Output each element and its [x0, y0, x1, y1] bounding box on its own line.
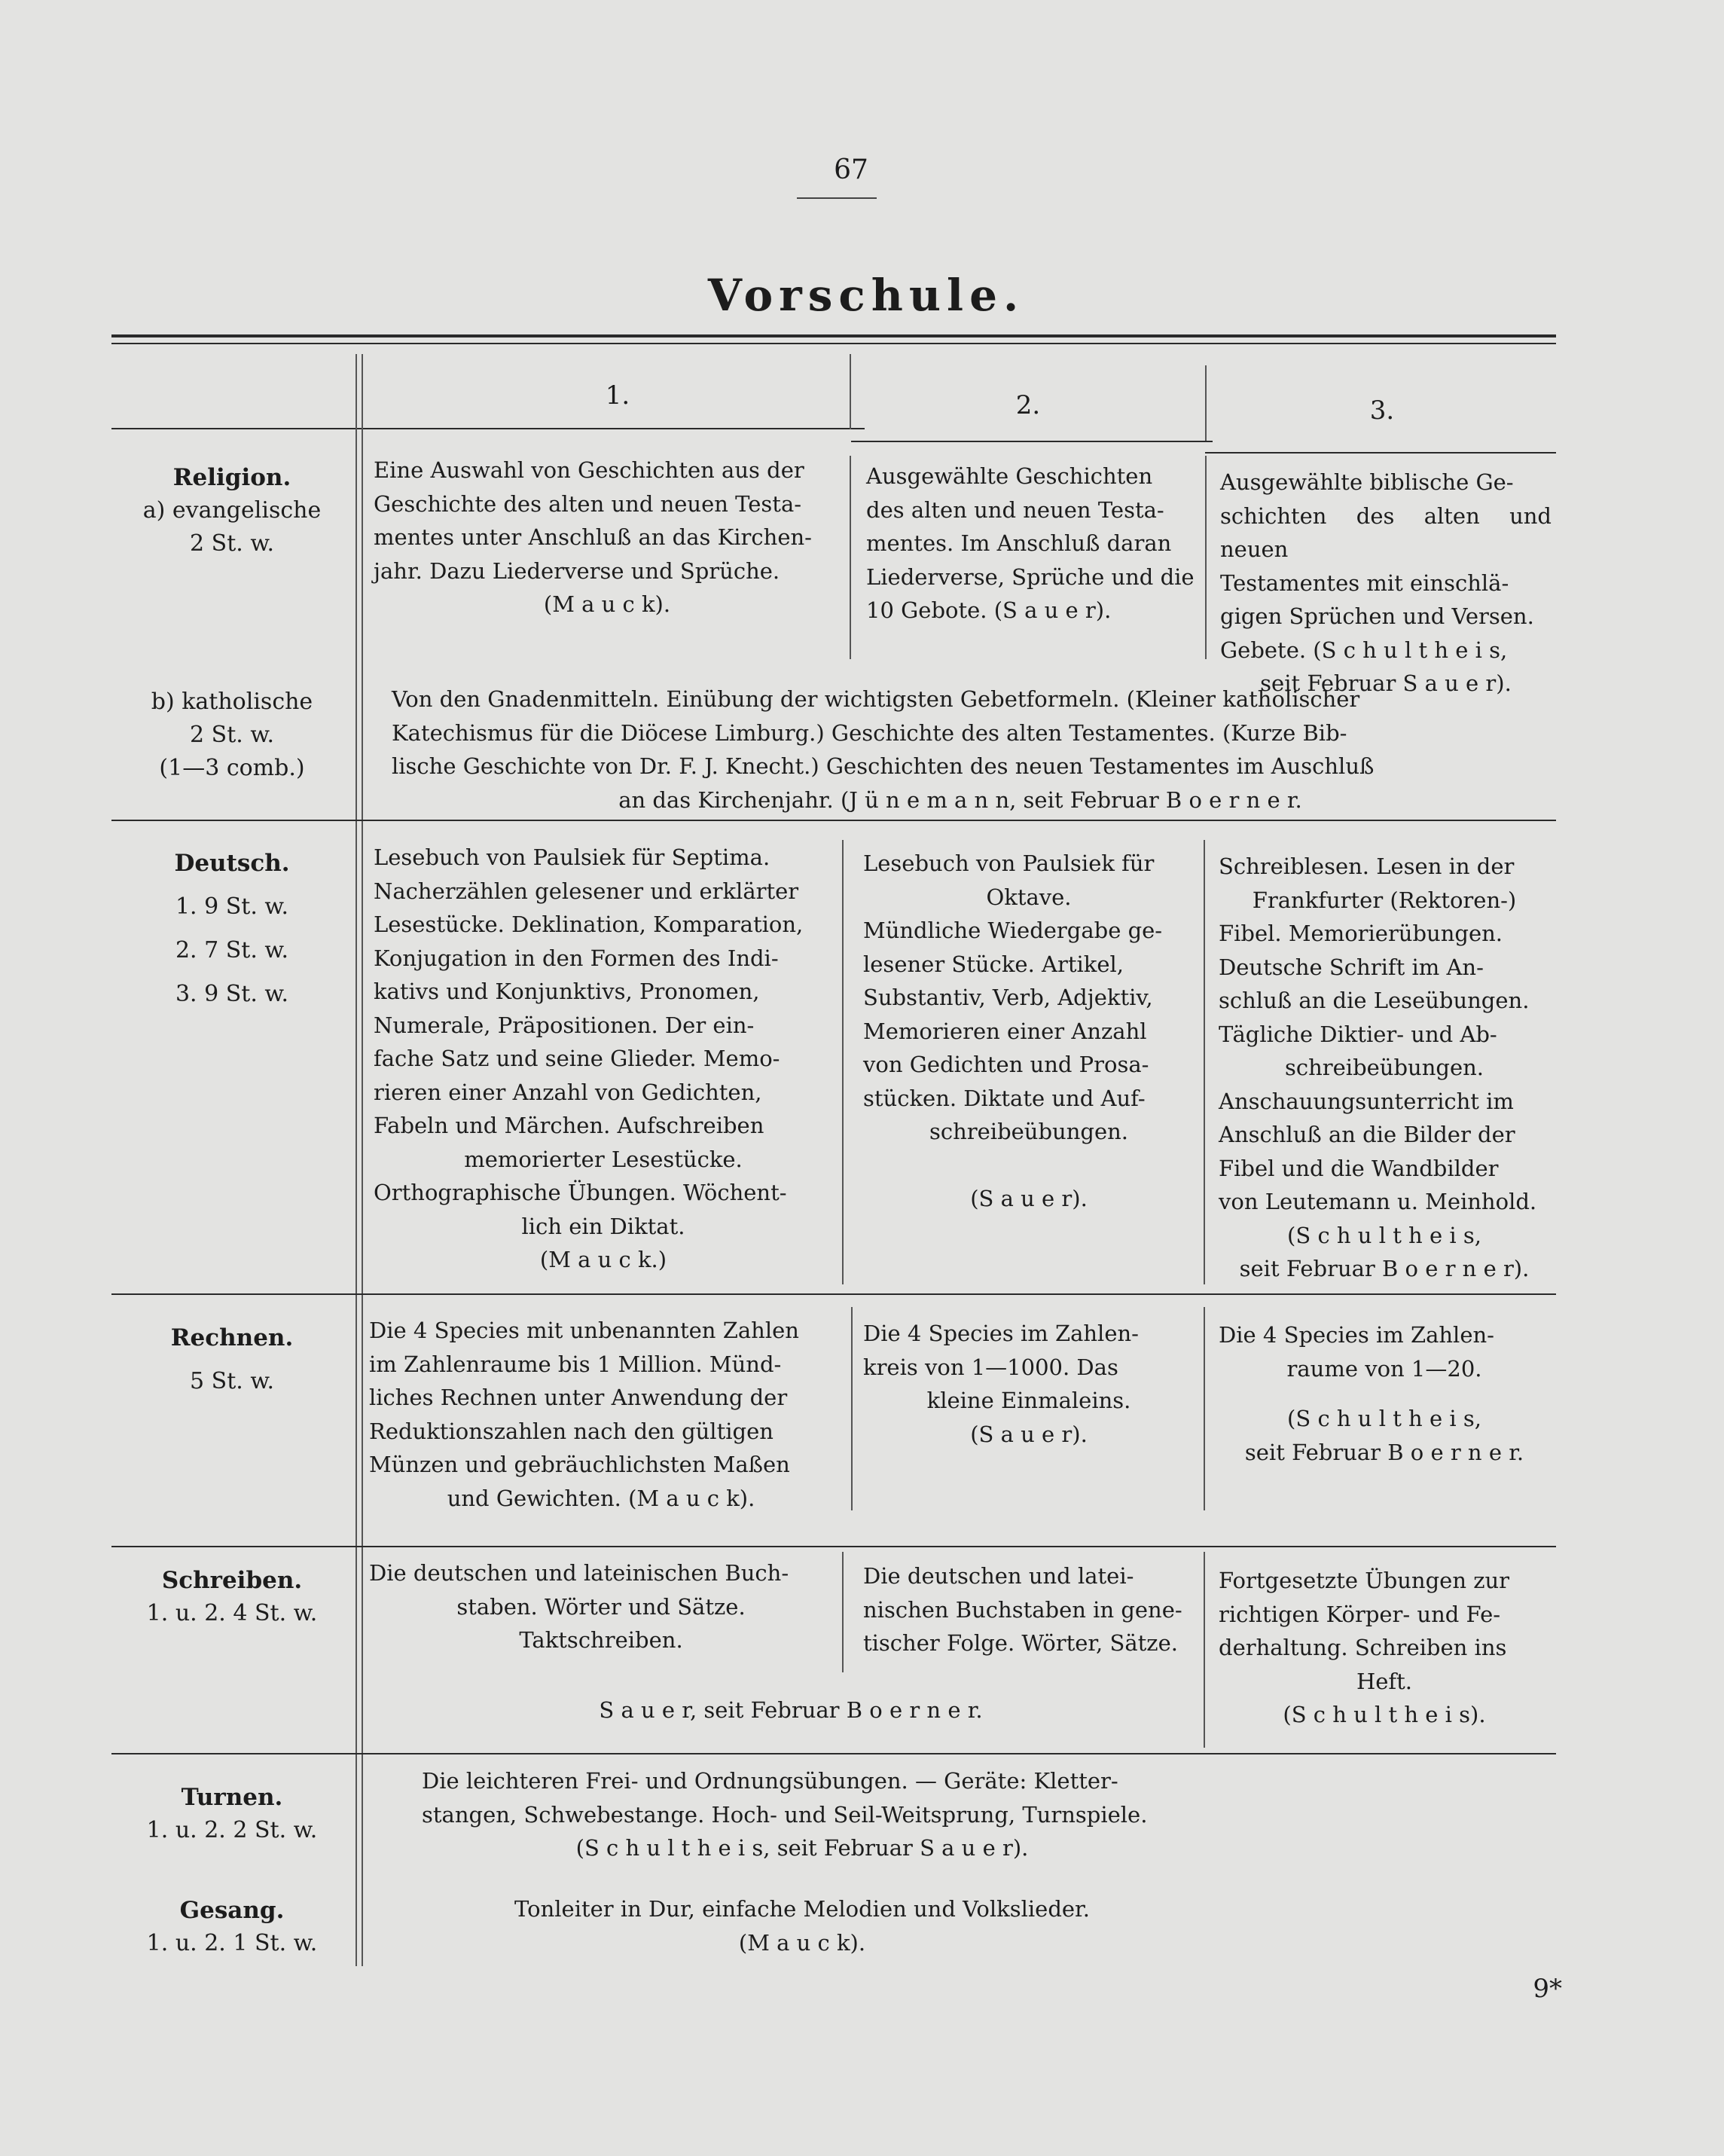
- deutsch-col1: Lesebuch von Paulsiek für Septima. Nacherzählen gelesener und erklärter Lesestücke. Deklination, Komparation, Konjugation in den Formen des Indi- kativs und Konjunktivs, Pronomen, Numerale, Präpositionen. Der ein- fache Satz und seine Glieder. Memo- rieren einer Anzahl von Gedichten, Fabeln und Märchen. Aufschreiben memorierter Lesestücke. Orthographische Übungen. Wöchent- lich ein Diktat. (M a u c k.): [374, 844, 804, 1272]
- rechnen-col3: Die 4 Species im Zahlen- raume von 1—20. (S c h u l t h e i s, seit Februar B o e r n e r.: [1219, 1322, 1524, 1465]
- religion-subject: Religion.: [172, 464, 291, 491]
- religion-evangelisch-col2: Ausgewählte Geschichten des alten und neuen Testa- mentes. Im Anschluß daran Liederverse, Sprüche und die 10 Gebote. (S a u e r).: [866, 463, 1195, 623]
- column-header-3: 3.: [1369, 395, 1395, 426]
- gesang-text: Tonleiter in Dur, einfache Melodien und Volkslieder. (M a u c k).: [514, 1896, 1090, 1956]
- turnen-label: Turnen. 1. u. 2. 2 St. w.: [146, 1784, 318, 1843]
- top-rule-thin: [111, 343, 1556, 344]
- turnen-text: Die leichteren Frei- und Ordnungsübungen. — Geräte: Kletter- stangen, Schwebestange. Hoch- und Seil-Weitsprung, Turnspiele. (S c h u l t h e i s, seit Februar S a u e r).: [422, 1768, 1148, 1861]
- rechnen-label: Rechnen. 5 St. w.: [170, 1324, 294, 1394]
- section-rule-rechnen: [111, 1293, 1556, 1295]
- page-number-rule: [797, 197, 877, 199]
- folio-signature: 9*: [1533, 1974, 1562, 2004]
- schreiben-footer: S a u e r, seit Februar B o e r n e r.: [599, 1697, 983, 1723]
- rechnen-col1: Die 4 Species mit unbenannten Zahlen im Zahlenraume bis 1 Million. Münd- liches Rechnen unter Anwendung der Reduktionszahlen nach den gültigen Münzen und gebräuchlichsten Maßen und Gewichten. (M a u c k).: [369, 1318, 799, 1511]
- header-rule-mid: [851, 441, 1213, 442]
- column-divider-religion-a: [850, 456, 851, 659]
- column-header-1: 1.: [605, 380, 630, 411]
- column-divider-deutsch-b: [1204, 840, 1205, 1284]
- column-divider-religion-b: [1205, 456, 1207, 659]
- religion-evangelisch-label: a) evangelische: [142, 497, 322, 524]
- section-rule-religion: [111, 820, 1556, 821]
- column-divider-header-3: [1205, 365, 1207, 441]
- schreiben-col3: Fortgesetzte Übungen zur richtigen Körper- und Fe- derhaltung. Schreiben ins Heft. (S c h u l t h e i s).: [1219, 1568, 1510, 1727]
- gesang-label: Gesang. 1. u. 2. 1 St. w.: [146, 1897, 318, 1956]
- column-divider-deutsch-a: [842, 840, 844, 1284]
- schreiben-label: Schreiben. 1. u. 2. 4 St. w.: [146, 1567, 318, 1626]
- schreiben-col1: Die deutschen und lateinischen Buch- staben. Wörter und Sätze. Taktschreiben.: [369, 1560, 789, 1653]
- column-divider-label: [355, 354, 357, 1966]
- column-divider-schreiben-a: [842, 1552, 844, 1672]
- column-header-2: 2.: [1015, 390, 1041, 420]
- religion-katholisch-text: Von den Gnadenmitteln. Einübung der wichtigsten Gebetformeln. (Kleiner katholischer Katechismus für die Diöcese Limburg.) Geschichte des alten Testamentes. (Kurze Bib- lische Geschichte von Dr. F. J. Knecht.) Geschichten des neuen Testamentes im Auschluß an das Kirchenjahr. (J ü n e m a n n, seit Februar B o e r n e r.: [392, 686, 1375, 813]
- header-rule-left: [111, 428, 865, 429]
- column-divider-header-2: [850, 354, 851, 429]
- deutsch-label: Deutsch. 1. 9 St. w. 2. 7 St. w. 3. 9 St. w.: [174, 850, 290, 1007]
- column-divider-label-2: [362, 354, 363, 1966]
- religion-evangelisch-col3: Ausgewählte biblische Ge- schichten des alten und neuen Testamentes mit einschlä- gigen Sprüchen und Versen. Gebete. (S c h u l t h e i s, seit Februar S a u e r).: [1220, 469, 1552, 696]
- religion-katholisch-label: b) katholische 2 St. w. (1—3 comb.): [151, 689, 313, 781]
- religion-evangelisch-col1: Eine Auswahl von Geschichten aus der Geschichte des alten und neuen Testa- mentes unter Anschluß an das Kirchen- jahr. Dazu Liederverse und Sprüche. (M a u c k).: [374, 457, 812, 617]
- deutsch-col3: Schreiblesen. Lesen in der Frankfurter (Rektoren-) Fibel. Memorierübungen. Deutsche Schrift im An- schluß an die Leseübungen. Tägliche Diktier- und Ab- schreibeübungen. Anschauungsunterricht im Anschluß an die Bilder der Fibel und die Wandbilder von Leutemann u. Meinhold. (S c h u l t h e i s, seit Februar B o e r n e r).: [1219, 854, 1537, 1281]
- header-rule-right: [1205, 452, 1556, 453]
- column-divider-rechnen-a: [851, 1307, 853, 1510]
- religion-label: [111, 461, 352, 560]
- column-divider-rechnen-b: [1204, 1307, 1205, 1510]
- section-rule-turnen: [111, 1753, 1556, 1754]
- top-rule-thick: [111, 334, 1556, 337]
- schreiben-col2: Die deutschen und latei- nischen Buchstaben in gene- tischer Folge. Wörter, Sätze.: [863, 1563, 1182, 1656]
- section-rule-schreiben: [111, 1546, 1556, 1547]
- page-title: Vorschule.: [707, 270, 1025, 321]
- deutsch-col2: Lesebuch von Paulsiek für Oktave. Mündliche Wiedergabe ge- lesener Stücke. Artikel, Substantiv, Verb, Adjektiv, Memorieren einer Anzahl von Gedichten und Prosa- stücken. Diktate und Auf- schreibeübungen. (S a u e r).: [863, 850, 1163, 1211]
- religion-evangelisch-hours: 2 St. w.: [190, 530, 274, 557]
- page-number: 67: [834, 154, 868, 185]
- rechnen-col2: Die 4 Species im Zahlen- kreis von 1—1000. Das kleine Einmaleins. (S a u e r).: [863, 1321, 1139, 1447]
- column-divider-schreiben-b: [1204, 1552, 1205, 1748]
